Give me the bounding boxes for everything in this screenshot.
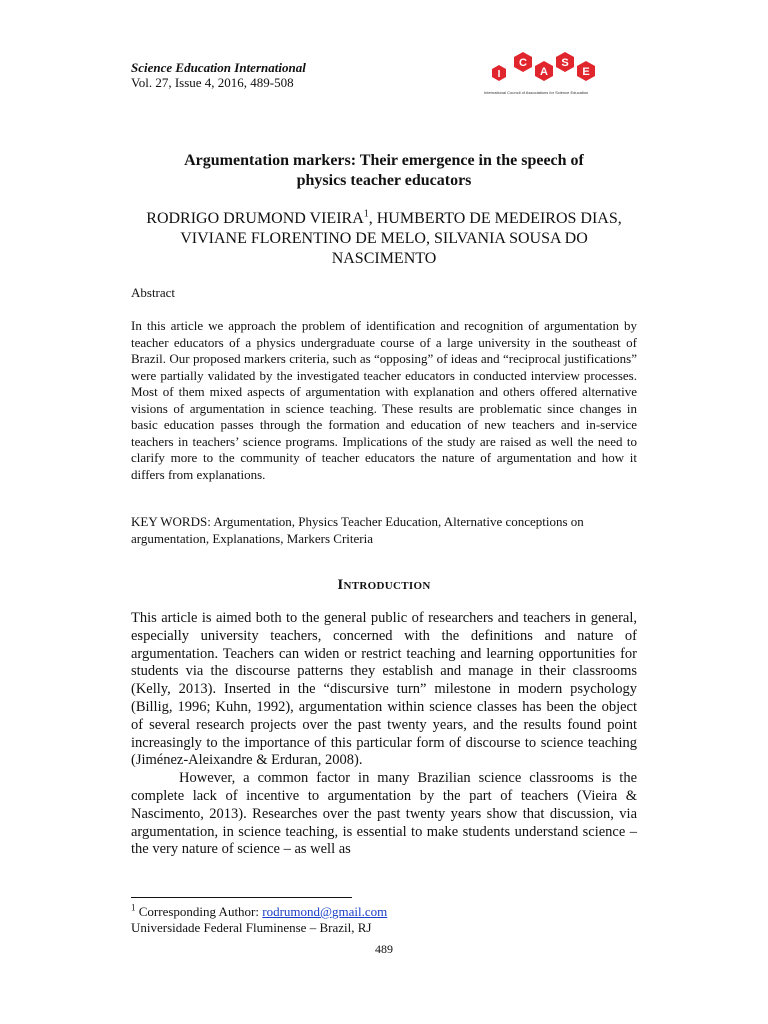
logo-caption: International Council of Associations for Science Education xyxy=(484,90,589,95)
body-paragraph: However, a common factor in many Brazilian science classrooms is the complete lack of incentive to argumentation by the part of teachers (Vieira & Nascimento, 2013). Researches over the past twenty years show that discussion, via argumentation, in science teaching, is essential to make students understand science – the very nature of science – as well as xyxy=(131,770,637,858)
footnote-affiliation: Universidade Federal Fluminense – Brazil, RJ xyxy=(131,920,372,935)
other-authors: , HUMBERTO DE MEDEIROS DIAS, VIVIANE FLORENTINO DE MELO, SILVANIA SOUSA DO NASCIMENTO xyxy=(180,210,622,267)
footnote xyxy=(131,904,387,936)
page-number: 489 xyxy=(375,942,393,956)
introduction-heading: Introduction xyxy=(337,577,431,593)
logo-letter: I xyxy=(497,69,501,80)
logo-letter: C xyxy=(519,57,527,69)
logo-hex-e xyxy=(577,61,595,81)
footnote-author-line xyxy=(131,904,387,920)
corresponding-email-link[interactable]: rodrumond@gmail.com xyxy=(262,904,388,919)
abstract-text: In this article we approach the problem of identification and recognition of argumentation by teacher educators of a physics undergraduate course of a large university in the southeast of Brazil. Our proposed markers criteria, such as “opposing” of ideas and “reciprocal justifications” were partially validated by the investigated teacher educators in conducted interview processes. Most of them mixed aspects of argumentation with explanation and others offered alternative visions of argumentation in science teaching. These results are problematic since changes in basic education passes through the formation and education of new teachers and in-service teachers in teachers’ science programs. Implications of the study are raised as well the need to clarify more to the community of teacher educators the nature of argumentation and how it differs from explanations. xyxy=(131,318,637,482)
journal-header xyxy=(131,60,306,90)
footnote-label: Corresponding Author: xyxy=(138,904,263,919)
footnote-divider xyxy=(131,897,352,898)
footnote-marker: 1 xyxy=(131,902,136,913)
introduction-body xyxy=(131,610,637,859)
title-line-2: physics teacher educators xyxy=(296,172,472,189)
logo-hex-a xyxy=(535,61,553,81)
abstract-heading: Abstract xyxy=(131,285,176,300)
article-title xyxy=(131,151,637,191)
logo-hex-i xyxy=(492,65,506,81)
logo-hex-s xyxy=(556,52,574,72)
keywords: KEY WORDS: Argumentation, Physics Teacher Education, Alternative conceptions on argumentation, Explanations, Markers Criteria xyxy=(131,514,584,546)
logo-letter: E xyxy=(582,66,590,78)
logo-letter: A xyxy=(540,66,548,78)
title-line-1: Argumentation markers: Their emergence in the speech of xyxy=(184,152,584,169)
author-list xyxy=(131,209,637,269)
journal-name: Science Education International xyxy=(131,60,306,75)
volume-line: Vol. 27, Issue 4, 2016, 489-508 xyxy=(131,75,294,90)
logo-hex-c xyxy=(514,52,532,72)
logo-letter: S xyxy=(561,57,569,69)
author-footnote-marker: 1 xyxy=(363,208,369,220)
body-paragraph: This article is aimed both to the general public of researchers and teachers in general, especially university teachers, concerned with the definitions and nature of argumentation. Teachers can widen or restrict teaching and learning opportunities for students via the discourse patterns they establish and manage in their classrooms (Kelly, 2013). Inserted in the “discursive turn” milestone in modern psychology (Billig, 1996; Kuhn, 1992), argumentation within science classes has been the object of several research projects over the past twenty years, and the results found point increasingly to the importance of this particular form of discourse to science teaching (Jiménez-Aleixandre & Erduran, 2008). xyxy=(131,610,637,769)
first-author: RODRIGO DRUMOND VIEIRA xyxy=(146,210,364,227)
